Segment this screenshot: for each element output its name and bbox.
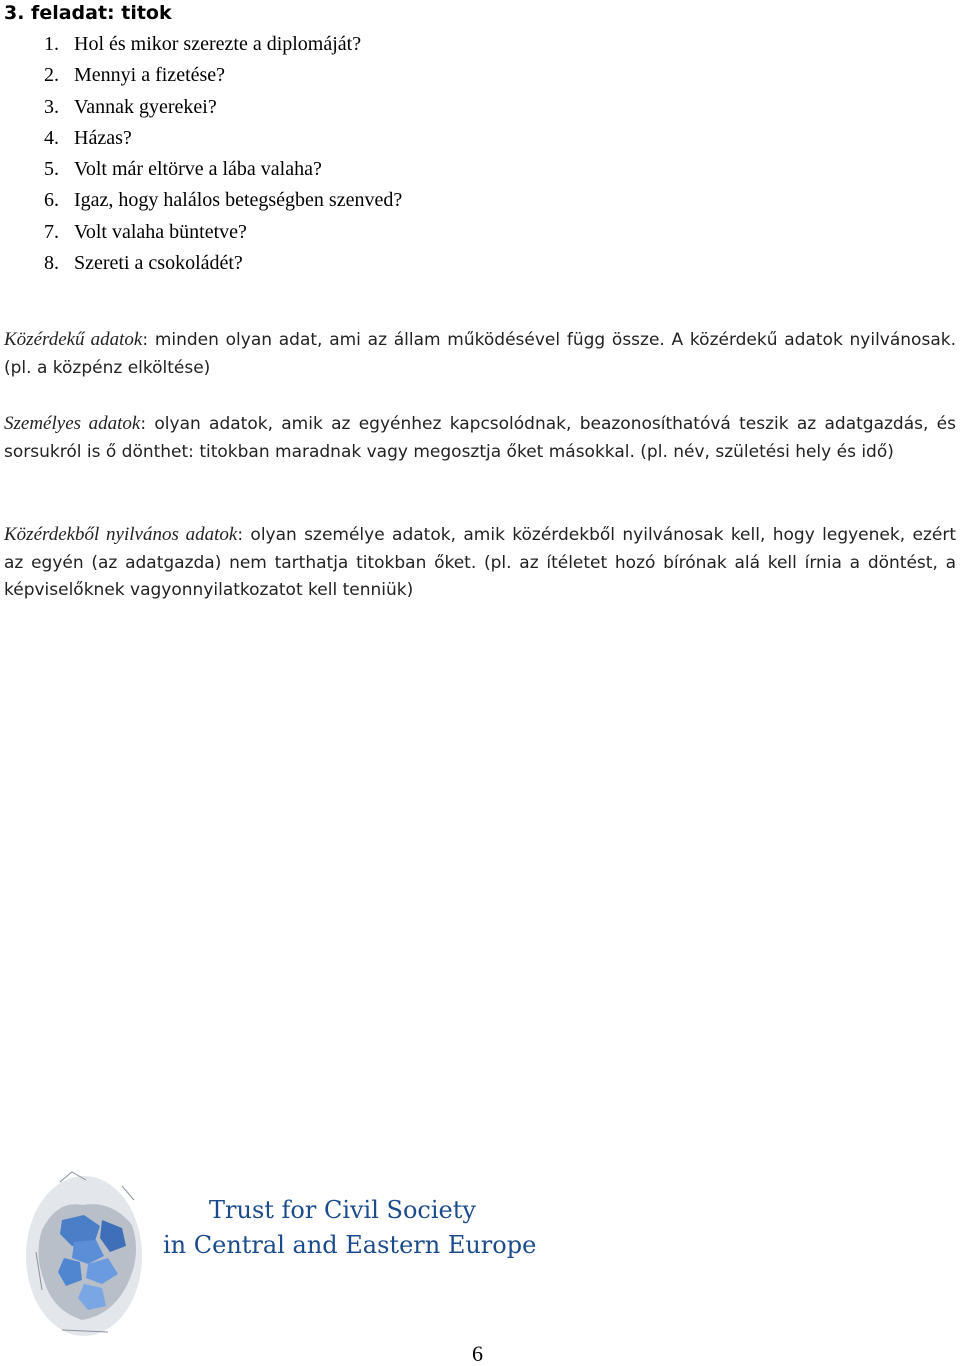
list-item-number: 2. — [44, 64, 59, 87]
definition-personal-data: : olyan adatok, amik az egyénhez kapcsolódnak, beazonosíthatóvá teszik az adatgazdás, és sorsukról is ő dönthet: titokban maradnak vagy megosztja őket másokkal. (pl. név, születési hely és idő) — [4, 414, 957, 462]
list-item — [0, 60, 402, 91]
definition-public-interest-data: : olyan személye adatok, amik közérdekből nyilvánosak kell, hogy legyenek, ezért az egyén (az adatgazda) nem tarthatja titokban őket. (pl. az ítéletet hozó bírónak alá kell írnia a döntést, a képviselőknek vagyonnyilatkozatot kell tenniük) — [4, 525, 956, 600]
list-item — [0, 154, 402, 185]
list-item-number: 4. — [44, 126, 59, 149]
list-item-number: 1. — [44, 33, 59, 55]
term-personal-data: Személyes adatok — [4, 413, 141, 434]
list-item-text: Vannak gyerekei? — [74, 95, 217, 118]
list-item-text: Volt valaha büntetve? — [74, 220, 247, 243]
list-item — [0, 29, 402, 60]
organization-logo-text — [163, 1193, 536, 1263]
term-public-data: Közérdekű adatok — [4, 329, 143, 350]
list-item-number: 6. — [44, 189, 59, 212]
list-item-number: 5. — [44, 158, 59, 181]
list-item — [0, 123, 402, 154]
list-item — [0, 217, 402, 248]
list-item — [0, 248, 402, 279]
public-interest-data-paragraph — [4, 521, 956, 605]
logo-line-1: Trust for Civil Society — [209, 1196, 476, 1224]
list-item-text: Szereti a csokoládét? — [74, 252, 243, 275]
list-item-text: Hol és mikor szerezte a diplomáját? — [74, 33, 362, 55]
list-item — [0, 92, 402, 123]
list-item-text: Igaz, hogy halálos betegségben szenved? — [74, 189, 403, 212]
central-europe-map-logo — [22, 1160, 154, 1342]
page-number: 6 — [472, 1341, 483, 1366]
list-item-number: 3. — [44, 95, 59, 118]
list-item-text: Házas? — [74, 126, 132, 149]
personal-data-paragraph — [4, 410, 956, 466]
question-list — [0, 29, 402, 279]
list-item — [0, 185, 402, 216]
term-public-interest-data: Közérdekből nyilvános adatok — [4, 524, 238, 545]
public-data-paragraph — [4, 326, 956, 382]
definition-public-data: : minden olyan adat, ami az állam működésével függ össze. A közérdekű adatok nyilvánosak. (pl. a közpénz elköltése) — [4, 330, 956, 378]
list-item-number: 7. — [44, 220, 59, 243]
list-item-text: Volt már eltörve a lába valaha? — [74, 158, 322, 181]
list-item-text: Mennyi a fizetése? — [74, 64, 226, 87]
logo-line-2: in Central and Eastern Europe — [163, 1231, 537, 1259]
task-heading: 3. feladat: titok — [4, 2, 172, 24]
list-item-number: 8. — [44, 252, 59, 275]
